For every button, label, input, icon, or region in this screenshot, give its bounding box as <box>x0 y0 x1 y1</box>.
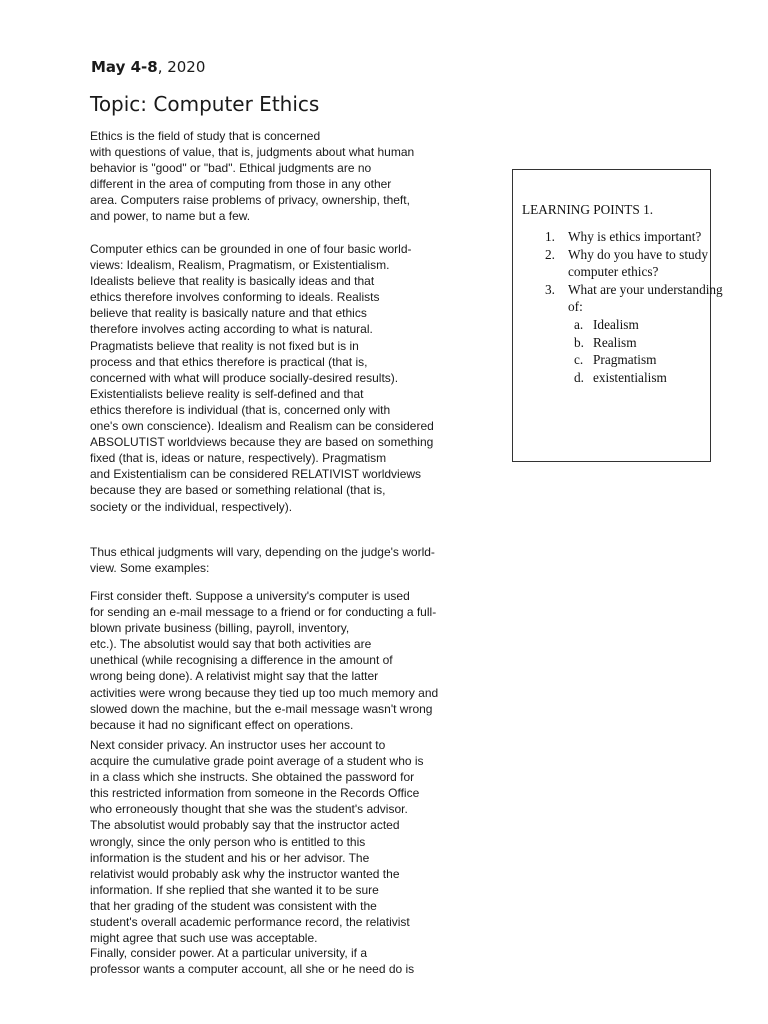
text-line: wrongly, since the only person who is entitled to this <box>90 834 366 849</box>
text-line: ethics therefore involves conforming to ideals. Realists <box>90 290 380 305</box>
text-line: fixed (that is, ideas or nature, respectively). Pragmatism <box>90 451 387 466</box>
document-date <box>91 56 205 78</box>
text-line: information is the student and his or her advisor. The <box>90 850 370 865</box>
text-line: professor wants a computer account, all she or he need do is <box>90 962 415 977</box>
text-line: who erroneously thought that she was the student's advisor. <box>90 802 408 817</box>
date-bold: May 4-8 <box>91 58 158 76</box>
date-year: , 2020 <box>157 58 206 76</box>
text-line: might agree that such use was acceptable. <box>90 931 318 946</box>
item-text <box>568 246 710 281</box>
item-number: 2. <box>545 246 555 262</box>
learning-point-subitem <box>513 369 710 387</box>
paragraph <box>90 544 470 576</box>
item-text <box>568 281 723 316</box>
item-text <box>568 228 710 246</box>
text-line: First consider theft. Suppose a university's computer is used <box>90 589 410 603</box>
text-line: because it had no significant effect on operations. <box>90 717 354 732</box>
item-number: 3. <box>545 281 555 297</box>
text-line: this restricted information from someone in the Records Office <box>90 786 420 801</box>
subitem-text: Idealism <box>593 316 639 332</box>
text-line: slowed down the machine, but the e-mail message wasn't wrong <box>90 701 433 716</box>
text-line: acquire the cumulative grade point average of a student who is <box>90 754 424 769</box>
text-line: process and that ethics therefore is practical (that is, <box>90 354 368 369</box>
text-line: one's own conscience). Idealism and Realism can be considered <box>90 419 434 434</box>
text-line: The absolutist would probably say that the instructor acted <box>90 818 400 833</box>
text-line: believe that reality is basically nature and that ethics <box>90 306 367 321</box>
text-line: ethics therefore is individual (that is, concerned only with <box>90 402 391 417</box>
text-line: Computer ethics can be grounded in one of four basic world- <box>90 242 412 256</box>
item-number: 1. <box>545 229 555 244</box>
subitem-letter: b. <box>574 334 584 350</box>
learning-point-item <box>513 246 710 281</box>
text-line: etc.). The absolutist would say that both activities are <box>90 637 372 652</box>
topic-heading: Topic: Computer Ethics <box>90 92 320 116</box>
learning-points-box <box>512 169 723 462</box>
subitem-text: existentialism <box>593 369 667 385</box>
subitem-text: Realism <box>593 334 637 350</box>
item-text-line: Why is ethics important? <box>568 229 702 244</box>
text-line: information. If she replied that she wanted it to be sure <box>90 882 379 897</box>
text-line: because they are based or something relational (that is, <box>90 483 386 498</box>
text-line: views: Idealism, Realism, Pragmatism, or Existentialism. <box>90 258 390 273</box>
text-line: student's overall academic performance record, the relativist <box>90 915 410 930</box>
text-line: concerned with what will produce socially-desired results). <box>90 370 399 385</box>
text-line: that her grading of the student was consistent with the <box>90 898 377 913</box>
subitem-letter: c. <box>574 352 584 368</box>
text-line: wrong being done). A relativist might say that the latter <box>90 669 379 684</box>
text-line: relativist would probably ask why the instructor wanted the <box>90 866 400 881</box>
text-line: in a class which she instructs. She obtained the password for <box>90 770 415 785</box>
text-line: unethical (while recognising a difference in the amount of <box>90 653 393 668</box>
text-line: therefore involves acting according to what is natural. <box>90 322 373 337</box>
item-text-line: Why do you have to study <box>568 246 708 262</box>
text-line: area. Computers raise problems of privacy, ownership, theft, <box>90 193 410 208</box>
subitem-text: Pragmatism <box>593 352 657 368</box>
subitem-letter: d. <box>574 369 584 385</box>
text-line: society or the individual, respectively). <box>90 499 293 514</box>
paragraph <box>90 945 470 977</box>
item-text-line: computer ethics? <box>568 264 659 280</box>
learning-point-subitem <box>513 351 710 369</box>
text-line: Ethics is the field of study that is concerned <box>90 129 321 143</box>
learning-point-item <box>513 228 710 246</box>
learning-point-item <box>513 281 723 316</box>
text-line: Pragmatists believe that reality is not fixed but is in <box>90 338 359 353</box>
text-line: Existentialists believe reality is self-defined and that <box>90 386 364 401</box>
text-line: for sending an e-mail message to a friend or for conducting a full- <box>90 605 437 620</box>
learning-point-subitem <box>513 316 710 334</box>
paragraph <box>90 588 470 733</box>
text-line: Idealists believe that reality is basically ideas and that <box>90 274 375 289</box>
learning-point-subitem <box>513 334 710 352</box>
text-line: ABSOLUTIST worldviews because they are based on something <box>90 435 434 450</box>
text-line: and Existentialism can be considered RELATIVIST worldviews <box>90 467 422 482</box>
item-text-line: of: <box>568 299 583 315</box>
text-line: blown private business (billing, payroll, inventory, <box>90 621 350 636</box>
paragraph <box>90 737 470 946</box>
text-line: Next consider privacy. An instructor uses her account to <box>90 738 386 752</box>
text-line: Finally, consider power. At a particular university, if a <box>90 946 368 960</box>
text-line: and power, to name but a few. <box>90 209 251 224</box>
paragraph <box>90 241 470 515</box>
learning-points-title: LEARNING POINTS 1. <box>522 202 654 217</box>
text-line: Thus ethical judgments will vary, depending on the judge's world- <box>90 545 435 559</box>
text-line: view. Some examples: <box>90 561 210 576</box>
learning-points-list <box>513 228 723 386</box>
item-text-line: What are your understanding <box>568 281 723 297</box>
text-line: with questions of value, that is, judgments about what human <box>90 145 415 160</box>
text-line: different in the area of computing from those in any other <box>90 177 392 192</box>
subitem-letter: a. <box>574 316 584 332</box>
text-line: behavior is "good" or "bad". Ethical judgments are no <box>90 161 372 176</box>
paragraph <box>90 128 470 225</box>
text-line: activities were wrong because they tied up too much memory and <box>90 685 439 700</box>
